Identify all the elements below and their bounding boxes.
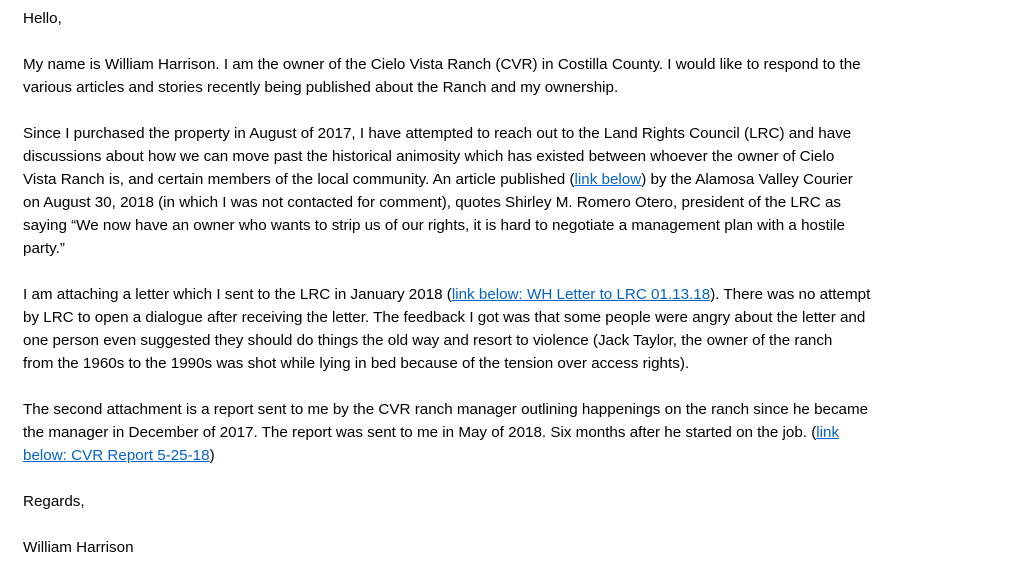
cvr-report-link[interactable]: link: [816, 424, 840, 441]
paragraph-line: Since I purchased the property in August of 2017, I have attempted to reach out to the Land Rights Council (LRC) and have: [23, 125, 852, 142]
text-segment: I am attaching a letter which I sent to the LRC in January 2018 (: [23, 286, 452, 303]
paragraph-line: one person even suggested they should do things the old way and resort to violence (Jack Taylor, the owner of the ranch: [23, 332, 833, 349]
signature-name: William Harrison: [23, 539, 134, 556]
paragraph-report-attachment: [23, 398, 1008, 467]
text-segment: ): [209, 447, 215, 464]
paragraph-line: My name is William Harrison. I am the owner of the Cielo Vista Ranch (CVR) in Costilla County. I would like to respond to the: [23, 56, 861, 73]
text-segment: ) by the Alamosa Valley Courier: [641, 171, 853, 188]
paragraph-line: discussions about how we can move past the historical animosity which has existed between whoever the owner of Cielo: [23, 148, 835, 165]
closing: [23, 490, 1008, 513]
paragraph-line: on August 30, 2018 (in which I was not contacted for comment), quotes Shirley M. Romero Otero, president of the LRC as: [23, 194, 842, 211]
article-link[interactable]: link below: [574, 171, 642, 188]
paragraph-line: party.”: [23, 240, 65, 257]
wh-letter-link[interactable]: link below: WH Letter to LRC 01.13.18: [451, 286, 711, 303]
paragraph-line: [23, 421, 1008, 444]
paragraph-line: [23, 168, 1008, 191]
cvr-report-link-continued[interactable]: below: CVR Report 5-25-18: [23, 447, 210, 464]
text-segment: the manager in December of 2017. The report was sent to me in May of 2018. Six months after he started on the job. (: [23, 424, 817, 441]
paragraph-line: by LRC to open a dialogue after receiving the letter. The feedback I got was that some people were angry about the letter and: [23, 309, 866, 326]
paragraph-letter-attachment: [23, 283, 1008, 375]
paragraph-introduction: [23, 53, 1008, 99]
closing-text: Regards,: [23, 493, 85, 510]
signature: [23, 536, 1008, 559]
paragraph-line: from the 1960s to the 1990s was shot while lying in bed because of the tension over access rights).: [23, 355, 690, 372]
paragraph-line: The second attachment is a report sent to me by the CVR ranch manager outlining happenings on the ranch since he became: [23, 401, 869, 418]
paragraph-line: [23, 444, 1008, 467]
paragraph-lrc-outreach: [23, 122, 1008, 260]
paragraph-line: [23, 283, 1008, 306]
text-segment: Vista Ranch is, and certain members of the local community. An article published (: [23, 171, 575, 188]
greeting: [23, 7, 1008, 30]
paragraph-line: saying “We now have an owner who wants to strip us of our rights, it is hard to negotiate a management plan with a hostile: [23, 217, 845, 234]
text-segment: ). There was no attempt: [710, 286, 871, 303]
greeting-text: Hello,: [23, 10, 62, 27]
paragraph-line: various articles and stories recently being published about the Ranch and my ownership.: [23, 79, 619, 96]
email-body: [23, 7, 1008, 582]
